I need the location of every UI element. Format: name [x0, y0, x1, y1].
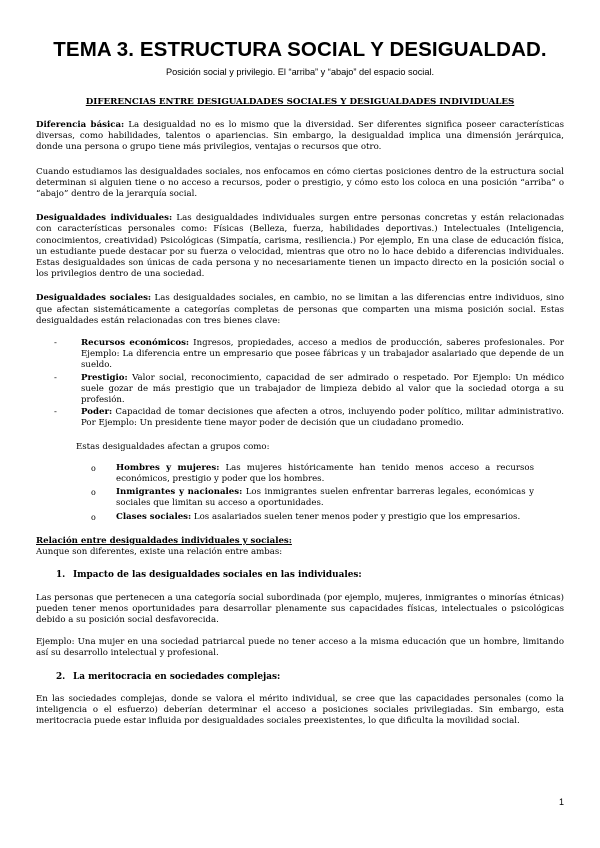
paragraph-desigualdades-sociales: [36, 293, 564, 327]
point-1-paragraph: Las personas que pertenecen a una categoría social subordinada (por ejemplo, mujeres, inmigrantes o minorías étnicas) pueden tener menos oportunidades para desarrollar plenamente sus capacidades físicas, intelectuales o psicológicas debido a su posición social desfavorecida.: [36, 592, 564, 625]
relacion-intro: Aunque son diferentes, existe una relación entre ambas:: [36, 547, 283, 558]
term-desigualdades-sociales: Desigualdades sociales:: [36, 293, 152, 304]
list-item-text: Los asalariados suelen tener menos poder y prestigio que los empresarios.: [191, 511, 521, 522]
document-title: TEMA 3. ESTRUCTURA SOCIAL Y DESIGUALDAD.: [53, 38, 547, 61]
list-item-term: Prestigio:: [81, 372, 128, 383]
point-1-example: Ejemplo: Una mujer en una sociedad patriarcal puede no tener acceso a la misma educación que un hombre, limitando así su desarrollo intelectual y profesional.: [36, 637, 564, 659]
paragraph-diferencia-basica: [36, 120, 564, 154]
list-item-text: Ingresos, propiedades, acceso a medios de producción, saberes profesionales. Por Ejemplo: La diferencia entre un empresario que posee fábricas y un trabajador asalariado que depende de un sueldo.: [81, 338, 564, 371]
point-2-title: La meritocracia en sociedades complejas:: [73, 671, 281, 682]
list-item: [36, 487, 564, 509]
text-desigualdades-sociales: Las desigualdades sociales, en cambio, no se limitan a las diferencias entre individuos, sino que afectan sistemáticamente a categorías completas de personas que comparten una misma posición social. Estas desigualdades están relacionadas con tres bienes clave:: [36, 293, 564, 326]
circle-bullet: o: [91, 488, 96, 498]
dash-bullet: -: [54, 372, 57, 383]
circle-bullet: o: [91, 463, 96, 473]
list-item-text: Capacidad de tomar decisiones que afecten a otros, incluyendo poder político, militar administrativo. Por Ejemplo: Un presidente tiene mayor poder de decisión que un ciudadano promedio.: [81, 407, 564, 429]
list-item: [36, 338, 564, 372]
list-item: [36, 512, 564, 523]
list-item-term: Recursos económicos:: [81, 338, 190, 349]
point-1-title: Impacto de las desigualdades sociales en las individuales:: [73, 570, 362, 581]
point-1-number: 1.: [56, 570, 66, 581]
list-item-text: Los inmigrantes suelen enfrentar barreras legales, económicas y sociales que limitan su acceso a oportunidades.: [116, 487, 534, 509]
list-item-term: Inmigrantes y nacionales:: [116, 487, 243, 498]
grupos-lead-in: Estas desigualdades afectan a grupos como:: [76, 441, 270, 452]
dash-bullet: -: [54, 338, 57, 349]
bienes-clave-list: [36, 338, 564, 430]
text-diferencia-basica: La desigualdad no es lo mismo que la diversidad. Ser diferentes significa poseer características diversas, como habilidades, talentos o apariencias. Sin embargo, la desigualdad implica una dimensión jerárquica, donde una persona o grupo tiene más privilegios, ventajas o recursos que otro.: [36, 120, 564, 153]
list-item-text: Valor social, reconocimiento, capacidad de ser admirado o respetado. Por Ejemplo: Un médico suele gozar de más prestigio que un trabajador de limpieza debido al valor que la sociedad otorga a su profesión.: [81, 372, 564, 406]
text-desigualdades-individuales: Las desigualdades individuales surgen entre personas concretas y están relacionadas con características personales como: Físicas (Belleza, fuerza, habilidades deportivas.) Intelectuales (Inteligencia, conocimientos, creatividad) Psicológicas (Simpatía, carisma, resiliencia.) Por ejemplo, En una clase de educación física, un estudiante puede destacar por su fuerza o velocidad, mientras que otro no lo hace debido a diferencias individuales. Estas desigualdades son únicas de cada persona y no necesariamente tienen un impacto directo en la posición social o los privilegios dentro de una sociedad.: [36, 213, 565, 280]
point-2-paragraph: En las sociedades complejas, donde se valora el mérito individual, se cree que las capacidades personales (como la inteligencia o el esfuerzo) deberían determinar el acceso a posiciones sociales privilegiadas. Sin embargo, esta meritocracia puede estar influida por desigualdades sociales preexistentes, lo que dificulta la movilidad social.: [36, 693, 564, 727]
list-item-term: Hombres y mujeres:: [116, 462, 220, 473]
list-item-term: Poder:: [81, 407, 113, 418]
list-item: [36, 463, 564, 485]
section-heading: DIFERENCIAS ENTRE DESIGUALDADES SOCIALES Y DESIGUALDADES INDIVIDUALES: [85, 97, 515, 107]
point-2-number: 2.: [56, 671, 66, 682]
grupos-list: [36, 463, 564, 523]
paragraph-desigualdades-individuales: [36, 213, 564, 280]
term-desigualdades-individuales: Desigualdades individuales:: [36, 213, 173, 224]
page-number: 1: [558, 797, 564, 807]
point-2-heading: [36, 672, 564, 683]
list-item-term: Clases sociales:: [116, 511, 192, 522]
point-1-heading: [36, 570, 564, 581]
dash-bullet: -: [54, 407, 57, 418]
list-item-text: Las mujeres históricamente han tenido menos acceso a recursos económicos, prestigio y poder que los hombres.: [116, 462, 534, 485]
paragraph-intro: Cuando estudiamos las desigualdades sociales, nos enfocamos en cómo ciertas posiciones dentro de la estructura social determinan si alguien tiene o no acceso a recursos, poder o prestigio, y cómo esto los coloca en una posición “arriba” o “abajo” dentro de la jerarquía social.: [36, 166, 564, 200]
term-diferencia-basica: Diferencia básica:: [36, 120, 125, 130]
document-subtitle: Posición social y privilegio. El “arriba” y “abajo” del espacio social.: [165, 67, 435, 77]
list-item: [36, 407, 564, 429]
relacion-heading: Relación entre desigualdades individuales y sociales:: [36, 535, 292, 546]
list-item: [36, 373, 564, 407]
circle-bullet: o: [91, 512, 96, 522]
